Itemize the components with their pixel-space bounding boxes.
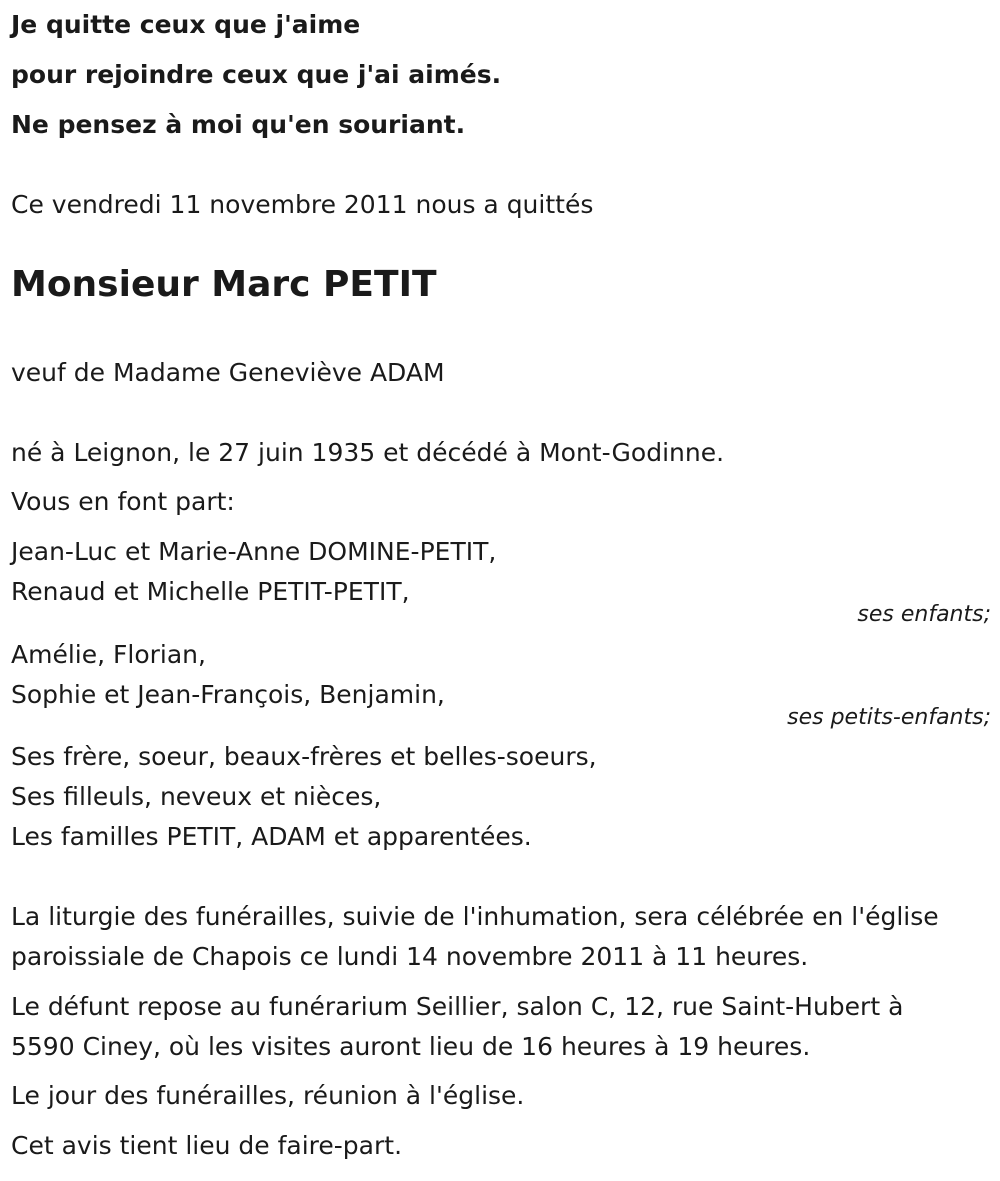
children-label: ses enfants; bbox=[857, 602, 991, 627]
deceased-name: Monsieur Marc PETIT bbox=[11, 264, 437, 305]
grandchild-line-2: Sophie et Jean-François, Benjamin, bbox=[11, 680, 445, 709]
funeral-line-1: La liturgie des funérailles, suivie de l'inhumation, sera célébrée en l'église bbox=[11, 902, 939, 931]
announcement-line: Ce vendredi 11 novembre 2011 nous a quittés bbox=[11, 190, 594, 219]
meeting-line: Le jour des funérailles, réunion à l'église. bbox=[11, 1081, 525, 1110]
grandchild-line-1: Amélie, Florian, bbox=[11, 640, 206, 669]
epitaph-line-2: pour rejoindre ceux que j'ai aimés. bbox=[11, 60, 502, 89]
visitation-line-2: 5590 Ciney, où les visites auront lieu de 16 heures à 19 heures. bbox=[11, 1032, 811, 1061]
child-line-2: Renaud et Michelle PETIT-PETIT, bbox=[11, 577, 410, 606]
widow-line: veuf de Madame Geneviève ADAM bbox=[11, 358, 445, 387]
relatives-line-1: Ses frère, soeur, beaux-frères et belles-soeurs, bbox=[11, 742, 597, 771]
funeral-line-2: paroissiale de Chapois ce lundi 14 novembre 2011 à 11 heures. bbox=[11, 942, 809, 971]
birth-death-line: né à Leignon, le 27 juin 1935 et décédé à Mont-Godinne. bbox=[11, 438, 725, 467]
relatives-line-2: Ses filleuls, neveux et nièces, bbox=[11, 782, 382, 811]
epitaph-line-1: Je quitte ceux que j'aime bbox=[11, 10, 361, 39]
notify-intro: Vous en font part: bbox=[11, 487, 235, 516]
grandchildren-label: ses petits-enfants; bbox=[787, 705, 991, 730]
visitation-line-1: Le défunt repose au funérarium Seillier, salon C, 12, rue Saint-Hubert à bbox=[11, 992, 904, 1021]
epitaph-line-3: Ne pensez à moi qu'en souriant. bbox=[11, 110, 466, 139]
child-line-1: Jean-Luc et Marie-Anne DOMINE-PETIT, bbox=[11, 537, 497, 566]
relatives-line-3: Les familles PETIT, ADAM et apparentées. bbox=[11, 822, 532, 851]
closing-line: Cet avis tient lieu de faire-part. bbox=[11, 1131, 403, 1160]
